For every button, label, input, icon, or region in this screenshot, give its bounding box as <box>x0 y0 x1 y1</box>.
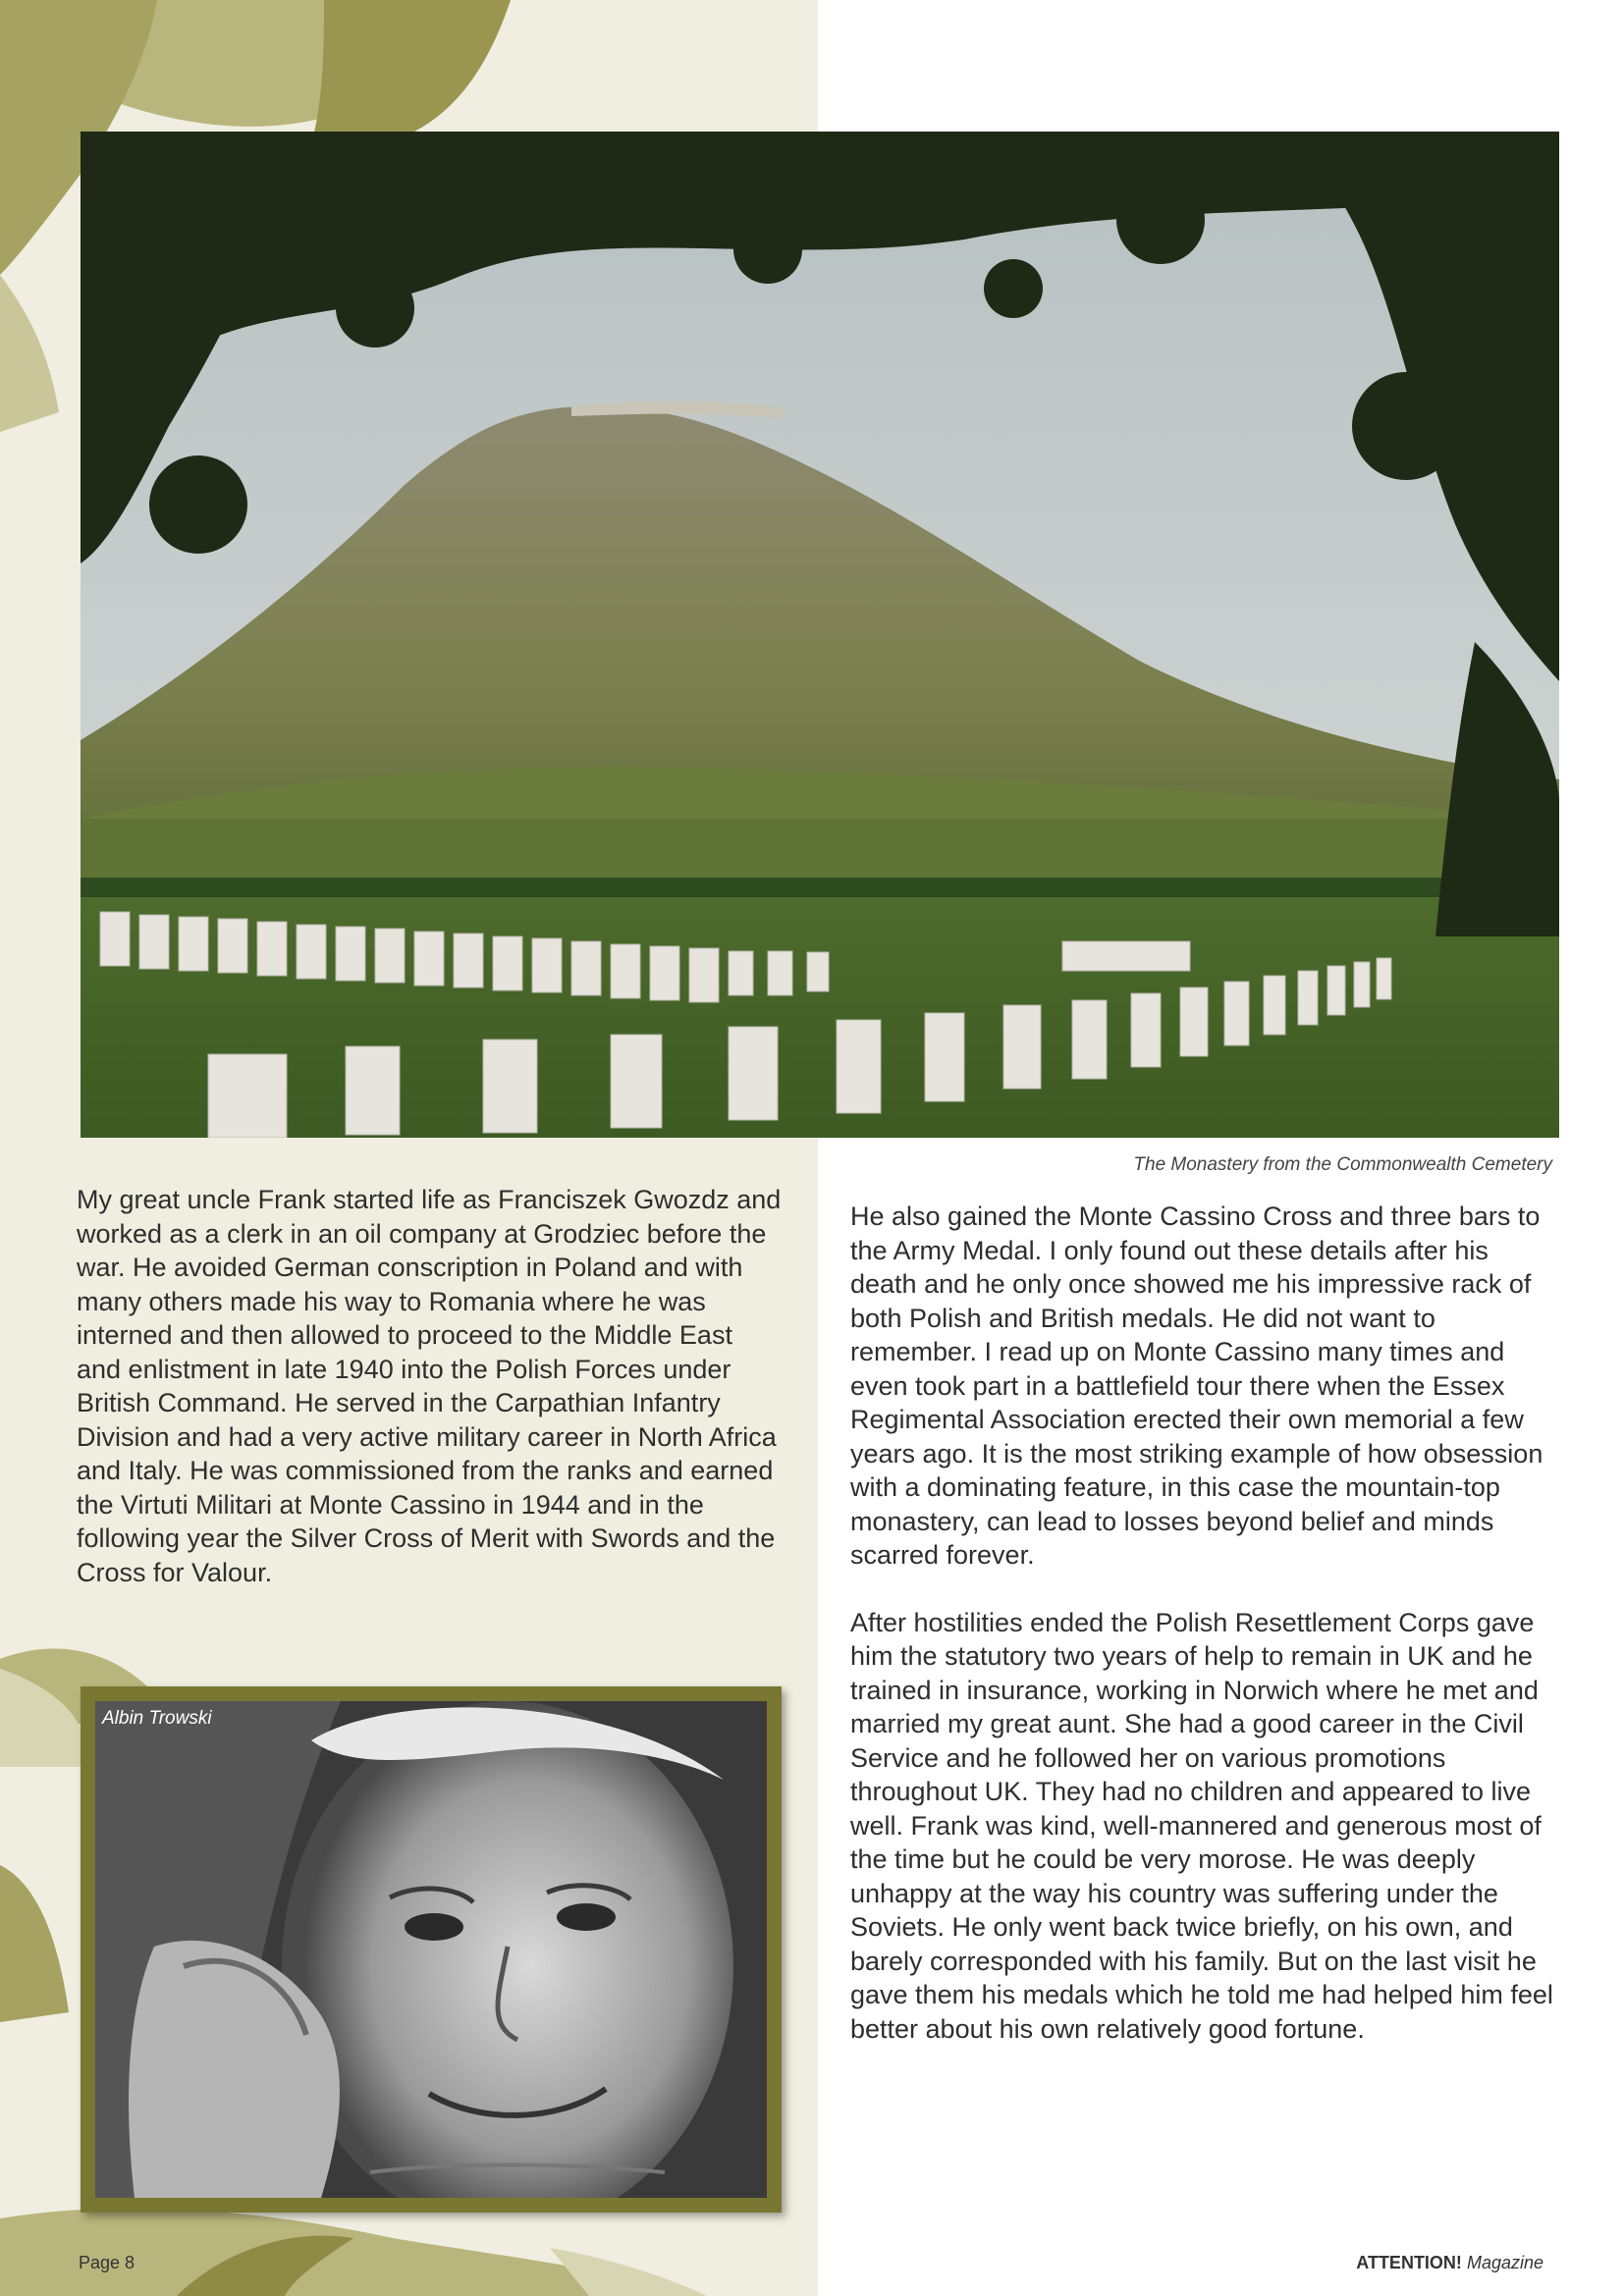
right-paragraph-1: He also gained the Monte Cassino Cross and three bars to the Army Medal. I only found out these details after his death and he only once showed me his impressive rack of both Polish and British medals. He did not want to remember. I read up on Monte Cassino many times and even took part in a battlefield tour there when the Essex Regimental Association erected their own memorial a few years ago. It is the most striking example of how obsession with a dominating feature, in this case the mountain-top monastery, can lead to losses beyond belief and minds scarred forever. <box>850 1201 1543 1570</box>
right-text-column <box>850 1200 1559 2079</box>
right-paragraph-2: After hostilities ended the Polish Resettlement Corps gave him the statutory two years of help to remain in UK and he trained in insurance, working in Norwich where he met and married my great aunt. She had a good career in the Civil Service and he followed her on various promotions throughout UK. They had no children and appeared to live well. Frank was kind, well-mannered and generous most of the time but he could be very morose. He was deeply unhappy at the way his country was suffering under the Soviets. He only went back twice briefly, on his own, and barely corresponded with his family. But on the last visit he gave them his medals which he told me had helped him feel better about his own relatively good fortune. <box>850 1607 1553 2044</box>
magazine-name-italic: Magazine <box>1466 2253 1543 2272</box>
photo-caption: The Monastery from the Commonwealth Cemetery <box>1133 1154 1552 1175</box>
magazine-title <box>1356 2253 1543 2273</box>
left-text-column <box>77 1183 784 1589</box>
magazine-name-bold: ATTENTION! <box>1356 2253 1462 2272</box>
portrait-caption: Albin Trowski <box>102 1708 212 1729</box>
cemetery-monastery-photo <box>81 132 1559 1138</box>
portrait-frame <box>81 1686 782 2213</box>
portrait-photo <box>95 1701 767 2198</box>
left-paragraph: My great uncle Frank started life as Franciszek Gwozdz and worked as a clerk in an oil company at Grodziec before the war. He avoided German conscription in Poland and with many others made his way to Romania where he was interned and then allowed to proceed to the Middle East and enlistment in late 1940 into the Polish Forces under British Command. He served in the Carpathian Infantry Division and had a very active military career in North Africa and Italy. He was commissioned from the ranks and earned the Virtuti Militari at Monte Cassino in 1944 and in the following year the Silver Cross of Merit with Swords and the Cross for Valour. <box>77 1185 782 1587</box>
page-number: Page 8 <box>79 2253 135 2272</box>
